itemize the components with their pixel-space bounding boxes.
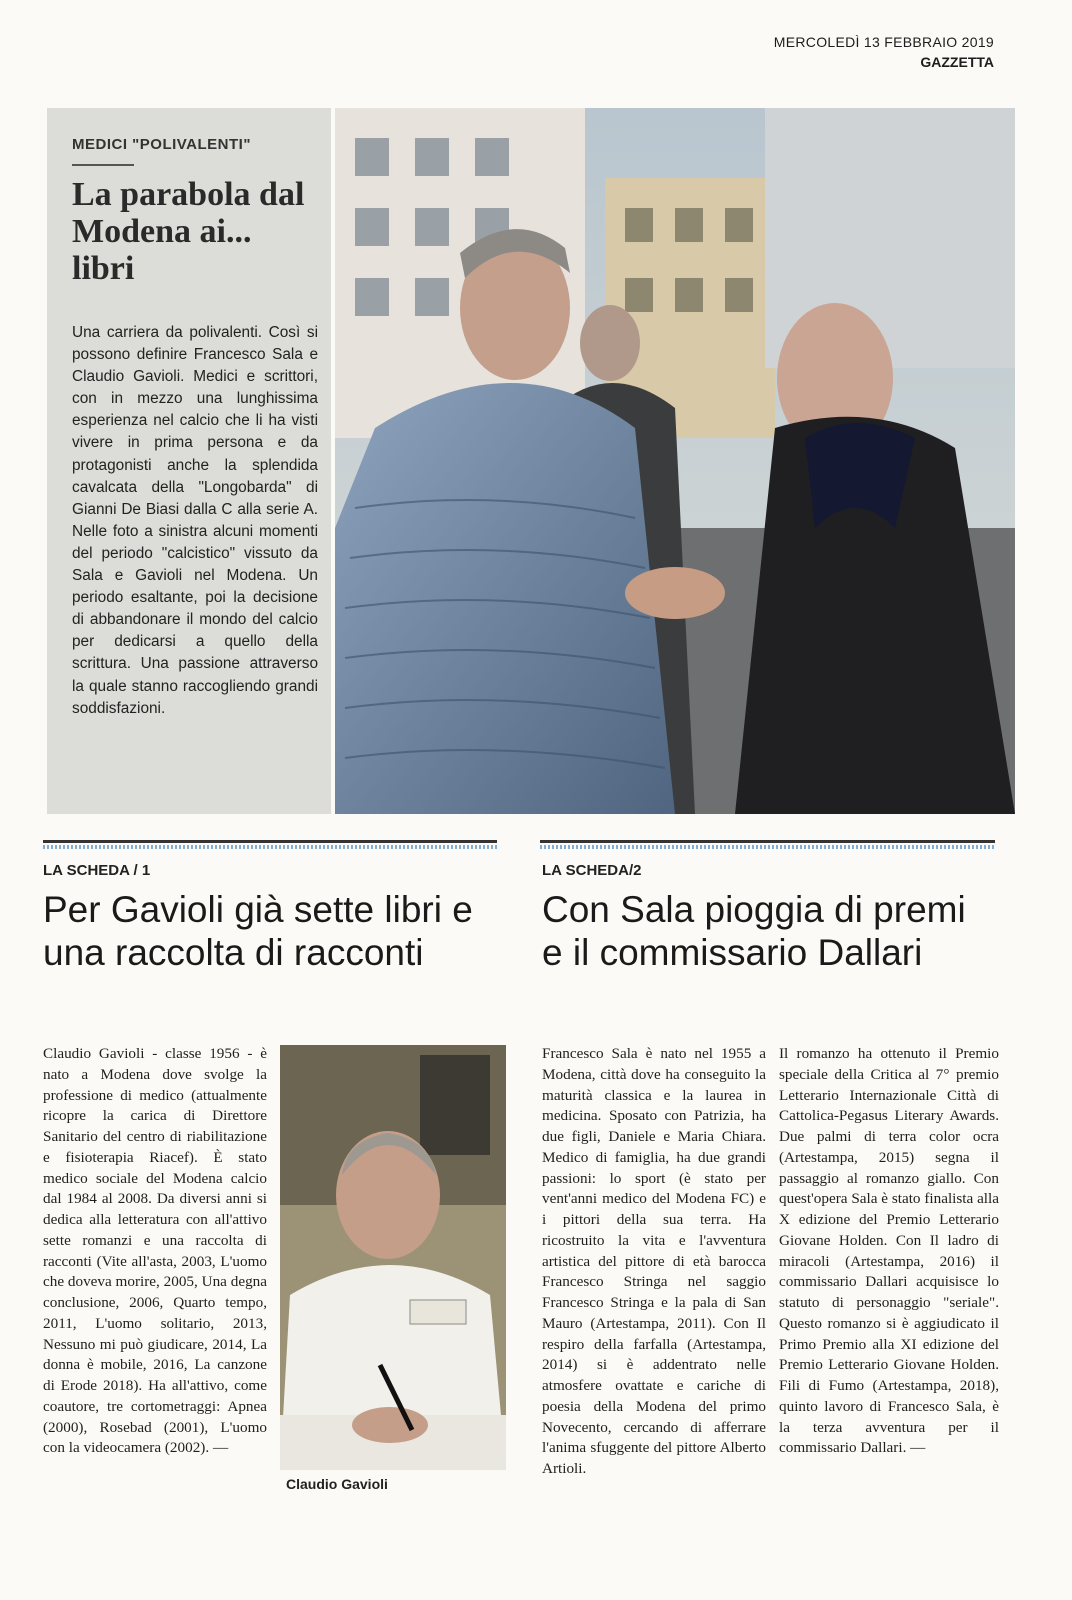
main-photo-illustration — [335, 108, 1015, 814]
scheda1-headline: Per Gavioli già sette libri e una raccolta di racconti — [43, 889, 473, 973]
feature-kicker: MEDICI "POLIVALENTI" — [72, 136, 251, 153]
feature-title: La parabola dal Modena ai... libri — [72, 176, 305, 287]
portrait-photo — [280, 1045, 506, 1470]
issue-date: MERCOLEDÌ 13 FEBBRAIO 2019 — [773, 34, 994, 50]
section-rule-1 — [43, 840, 497, 843]
section-rule-2 — [540, 840, 995, 843]
scheda2-column-1: Francesco Sala è nato nel 1955 a Modena, città dove ha conseguito la maturità classica e la laurea in medicina. Sposato con Patrizia, ha due figli, Daniele e Maria Chiara. Medico di famiglia, ha due grandi passioni: lo sport (è stato per vent'anni medico del Modena FC) e i pittori della sua terra. Ha ricostruito la vita e l'avventura artistica del pittore di età barocca Francesco Stringa nel saggio Francesco Stringa e la pala di San Mauro (Artestampa, 2011). Con Il respiro della farfalla (Artestampa, 2014) si è addentrato nelle atmosfere ovattate e cariche di poesia della Modena del primo Novecento, cercando di afferrare l'anima sfuggente del pittore Alberto Artioli. — [542, 1045, 766, 1477]
portrait-caption: Claudio Gavioli — [286, 1476, 388, 1492]
masthead — [774, 34, 994, 70]
kicker-divider — [72, 164, 134, 166]
scheda2-headline: Con Sala pioggia di premi e il commissario Dallari — [542, 889, 966, 973]
main-photo — [335, 108, 1015, 814]
scheda1-body: Claudio Gavioli - classe 1956 - è nato a Modena dove svolge la professione di medico (attualmente ricopre la carica di Direttore Sanitario del centro di riabilitazione e fisioterapia Riacef). È stato medico sociale del Modena calcio dal 1984 al 2008. Da diversi anni si dedica alla letteratura con all'attivo sette romanzi e una raccolta di racconti (Vite all'asta, 2003, L'uomo che doveva morire, 2005, Una degna conclusione, 2006, Quarto tempo, 2011, L'uomo solitario, 2013, Nessuno mi può giudicare, 2014, La donna è mobile, 2016, La canzone di Erode 2018). Ha all'attivo, come coautore, tre cortometraggi: Apnea (2000), Rosebad (2001), L'uomo con la videocamera (2002). — — [43, 1045, 267, 1457]
portrait-illustration — [280, 1045, 506, 1470]
scheda2-column-2: Il romanzo ha ottenuto il Premio speciale della Critica al 7° premio Letterario Internazionale Città di Cattolica-Pegasus Literary Awards. Due palmi di terra color ocra (Artestampa, 2015) segna il passaggio al romanzo giallo. Con quest'opera Sala è stato finalista alla X edizione del Premio Letterario Giovane Holden. Con Il ladro di miracoli (Artestampa, 2016) il commissario Dallari acquisisce lo statuto di personaggio "seriale". Questo romanzo si è aggiudicato il Primo Premio alla XI edizione del Premio Letterario Giovane Holden. Fili di Fumo (Artestampa, 2018), quinto lavoro di Francesco Sala, è la terza avventura per il commissario Dallari. — — [779, 1045, 999, 1457]
feature-body: Una carriera da polivalenti. Così si possono definire Francesco Sala e Claudio Gavioli. Medici e scrittori, con in mezzo una lunghissima esperienza nel calcio che li ha visti vivere in prima persona e da protagonisti anche la splendida cavalcata della "Longobarda" di Gianni De Biasi dalla C alla serie A. Nelle foto a sinistra alcuni momenti del periodo "calcistico" vissuto da Sala e Gavioli nel Modena. Un periodo esaltante, poi la decisione di abbandonare il mondo del calcio per dedicarsi a quello della scrittura. Una passione attraverso la quale stanno raccogliendo grandi soddisfazioni. — [72, 324, 318, 717]
scheda1-label: LA SCHEDA / 1 — [43, 862, 151, 879]
newspaper-name: GAZZETTA — [920, 54, 994, 70]
scheda2-label: LA SCHEDA/2 — [542, 862, 642, 879]
